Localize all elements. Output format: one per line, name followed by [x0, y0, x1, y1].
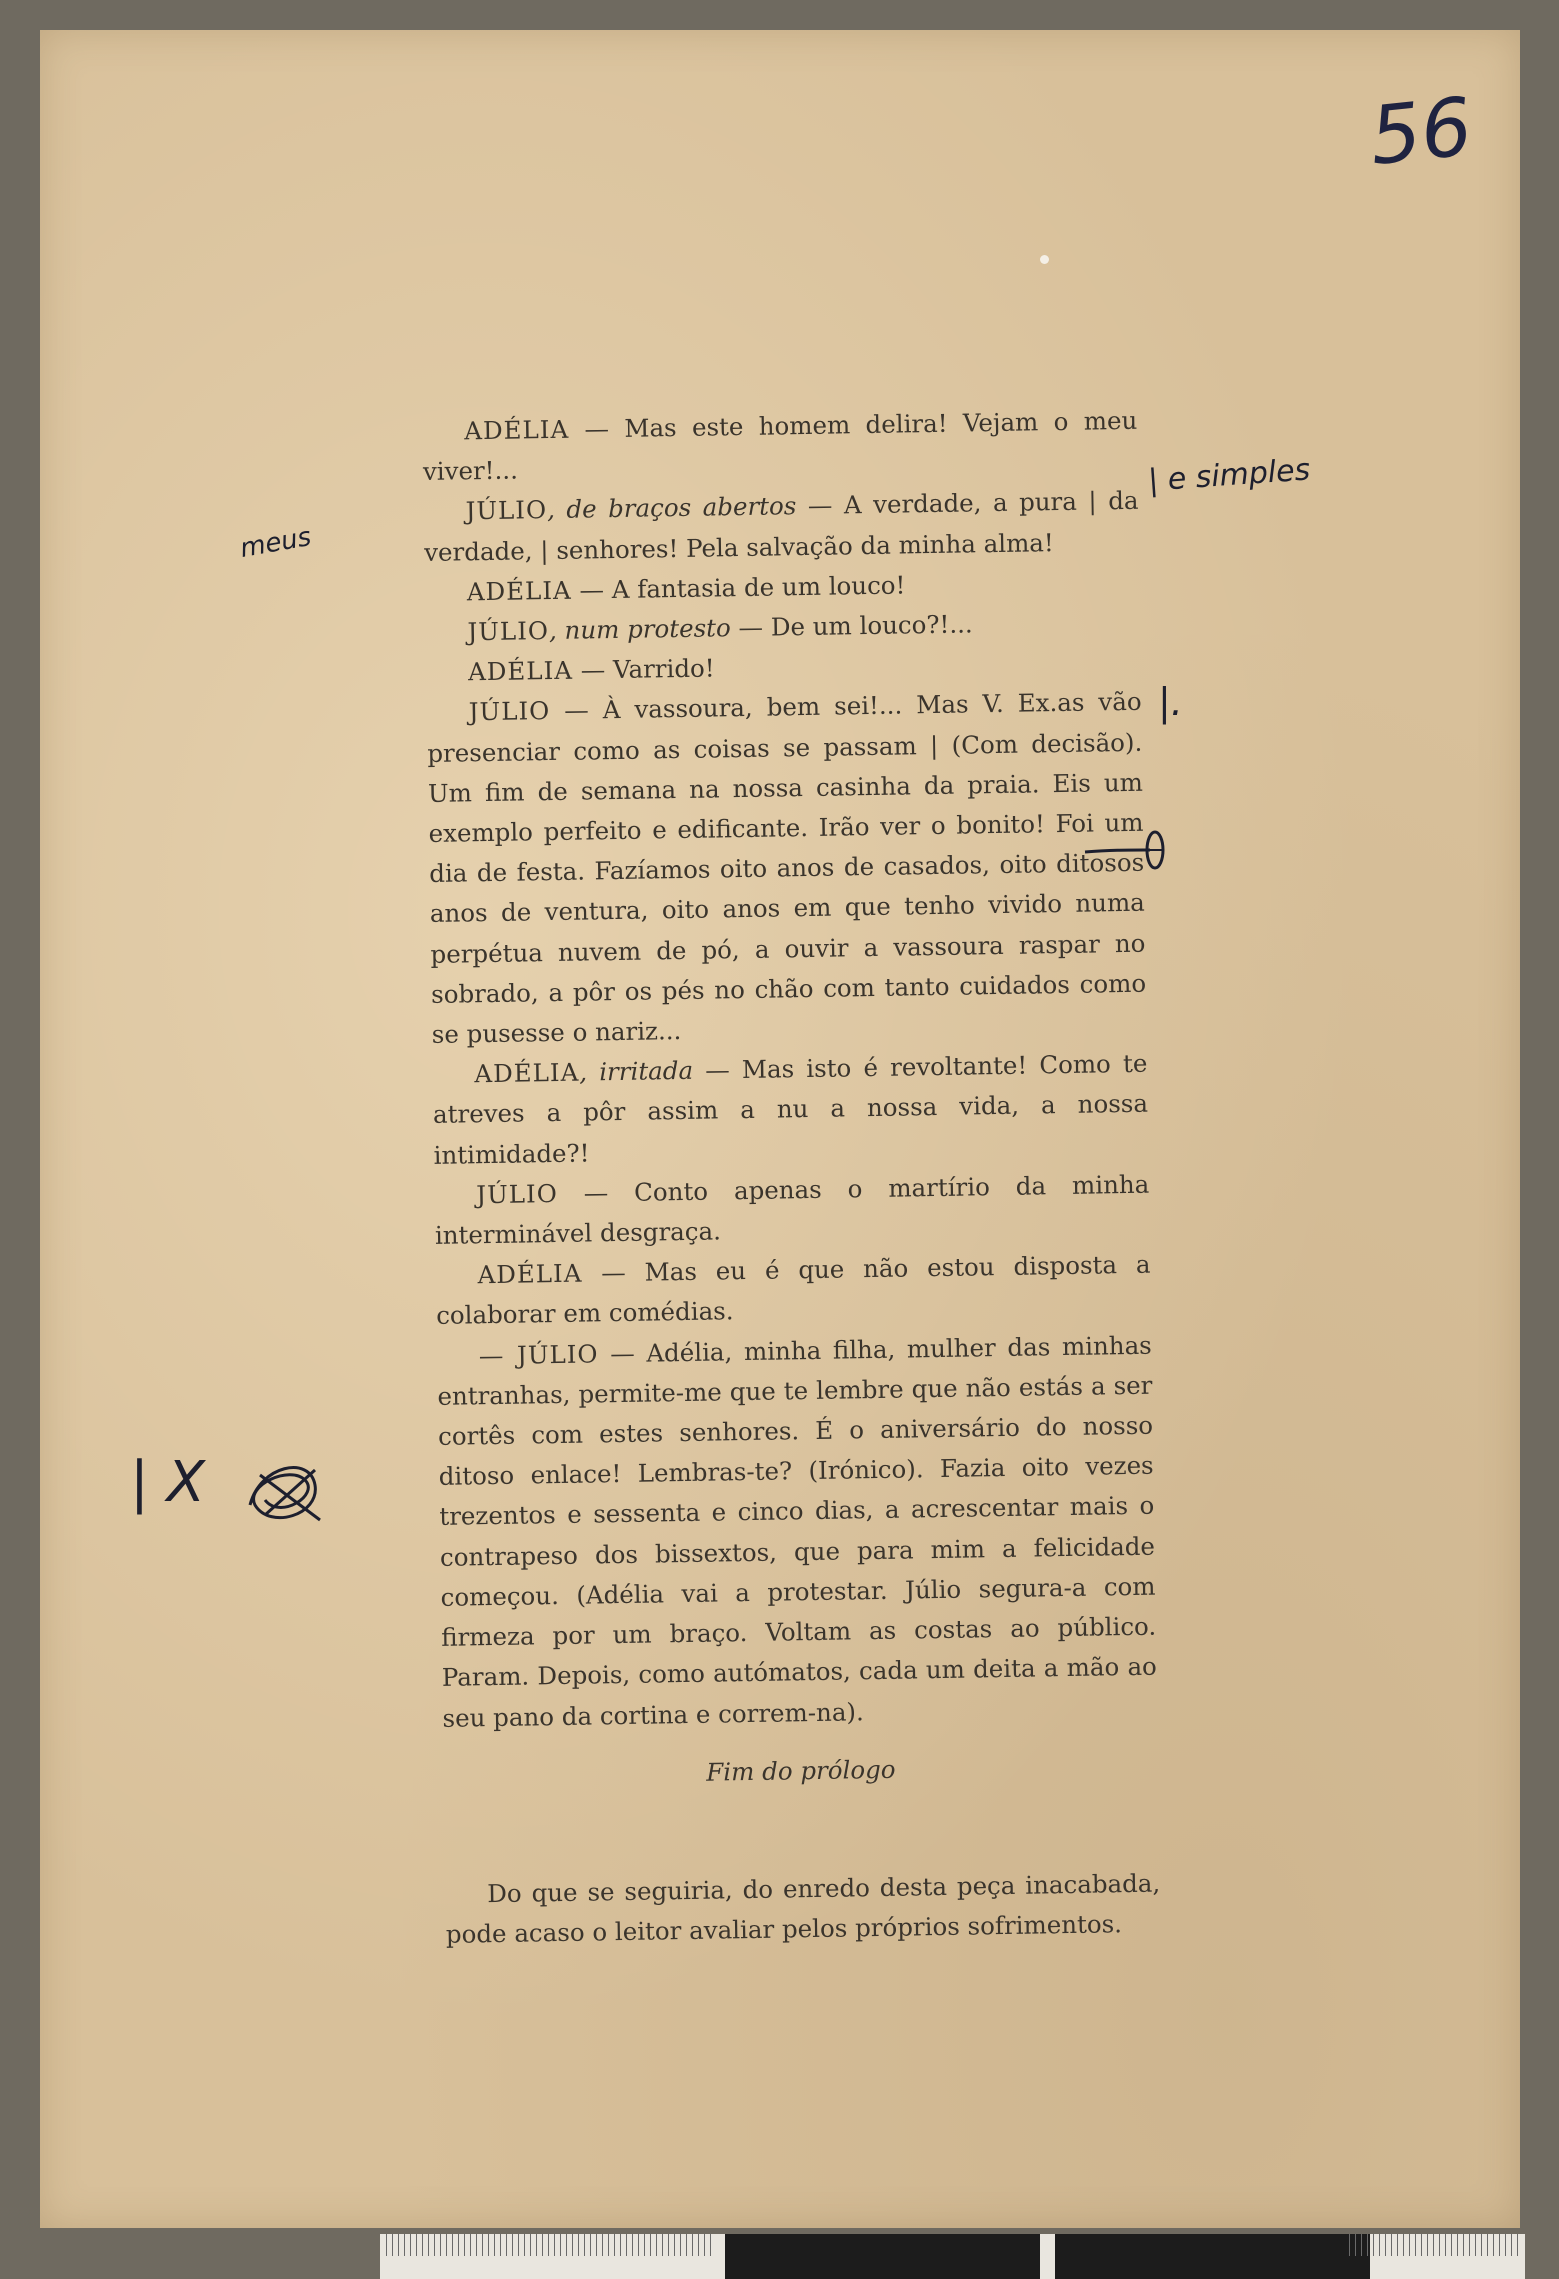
- dialogue: — Mas este homem delira! Vejam o meu viver!...: [422, 405, 1138, 487]
- end-of-prologue-title: Fim do prólogo: [706, 1754, 896, 1787]
- paragraph: [432, 1044, 1149, 1176]
- paragraph: [434, 1165, 1150, 1257]
- scale-ticks: [386, 2234, 716, 2256]
- scale-black-block: [725, 2234, 1040, 2279]
- speaker-name: ADÉLIA: [466, 575, 572, 607]
- scribble-deletion-icon: [230, 1445, 340, 1535]
- punch-hole: [1040, 255, 1049, 264]
- closing-paragraph: Do que se seguiria, do enredo desta peça inacabada, pode acaso o leitor avaliar pelos próprios sofrimentos.: [445, 1868, 1161, 1949]
- scale-black-block: [1055, 2234, 1370, 2279]
- speaker-name: — JÚLIO: [478, 1339, 599, 1370]
- speaker-name: JÚLIO: [467, 616, 550, 647]
- dialogue: — A fantasia de um louco!: [571, 570, 906, 605]
- handwritten-note-simples: | e simples: [1146, 452, 1312, 499]
- dialogue: — Adélia, minha filha, mulher das minhas entranhas, permite-me que te lembre que não estás a ser cortês com estes senhores. É o aniversário do nosso ditoso enlace! Lembras-te? (Irónico). Fazia oito vezes trezentos e sessenta e cinco dias, a acrescentar mais o contrapeso dos bissextos, que para mim a felicidade começou. (Adélia vai a protestar. Júlio segura-a com firmeza por um braço. Voltam as costas ao público. Param. Depois, como autómatos, cada um deita a mão ao seu pano da cortina e correm-na).: [437, 1330, 1158, 1733]
- speaker-name: JÚLIO: [476, 1178, 559, 1210]
- dialogue: — Mas eu é que não estou disposta a colaborar em comédias.: [435, 1249, 1151, 1331]
- dialogue: — Varrido!: [572, 653, 715, 685]
- handwritten-note-meus: meus: [237, 522, 314, 564]
- dialogue: — De um louco?!...: [730, 609, 973, 643]
- dialogue: — A verdade, a pura | da verdade, | senhores! Pela salvação da minha alma!: [423, 486, 1139, 567]
- speaker-name: ADÉLIA: [467, 655, 574, 687]
- speaker-name: ADÉLIA: [474, 1057, 580, 1089]
- handwritten-mark-one: |.: [1158, 680, 1183, 724]
- dialogue: — À vassoura, bem sei!... Mas V. Ex.as vão presenciar como as coisas se passam | (Com decisão). Um fim de semana na nossa casinha da praia. Eis um exemplo perfeito e edificante. Irão ver o bonito! Foi um dia de festa. Fazíamos oito anos de casados, oito ditosos anos de ventura, oito anos em que tenho vivido numa perpétua nuvem de pó, a ouvir a vassoura raspar no sobrado, a pôr os pés no chão com tanto cuidados como se pusesse o nariz...: [427, 687, 1147, 1049]
- speaker-name: ADÉLIA: [464, 414, 570, 446]
- play-text: [422, 401, 1161, 1955]
- handwritten-mark-bottom-left: | X: [130, 1450, 206, 1515]
- stage-direction: , num protesto: [548, 613, 731, 646]
- speaker-name: ADÉLIA: [477, 1258, 583, 1290]
- stage-direction: , de braços abertos: [546, 491, 797, 525]
- stage-direction: , irritada: [579, 1056, 694, 1087]
- measurement-scale: [380, 2234, 1525, 2279]
- dialogue: — Conto apenas o martírio da minha interminável desgraça.: [434, 1169, 1150, 1250]
- scale-ticks: [1349, 2234, 1519, 2256]
- speaker-name: JÚLIO: [465, 495, 548, 526]
- dialogue: — Mas isto é revoltante! Como te atreves a pôr assim a nu a nossa vida, a nossa intimidade?!: [432, 1048, 1149, 1170]
- paragraph: [437, 1325, 1158, 1738]
- speaker-name: JÚLIO: [468, 696, 551, 727]
- paragraph: [422, 401, 1138, 493]
- document-page: [40, 30, 1520, 2228]
- paragraph: [435, 1245, 1151, 1337]
- page-number: 56: [1365, 79, 1477, 184]
- paragraph: [426, 682, 1147, 1055]
- paragraph: [423, 481, 1139, 573]
- deletion-mark-icon: [1080, 820, 1170, 880]
